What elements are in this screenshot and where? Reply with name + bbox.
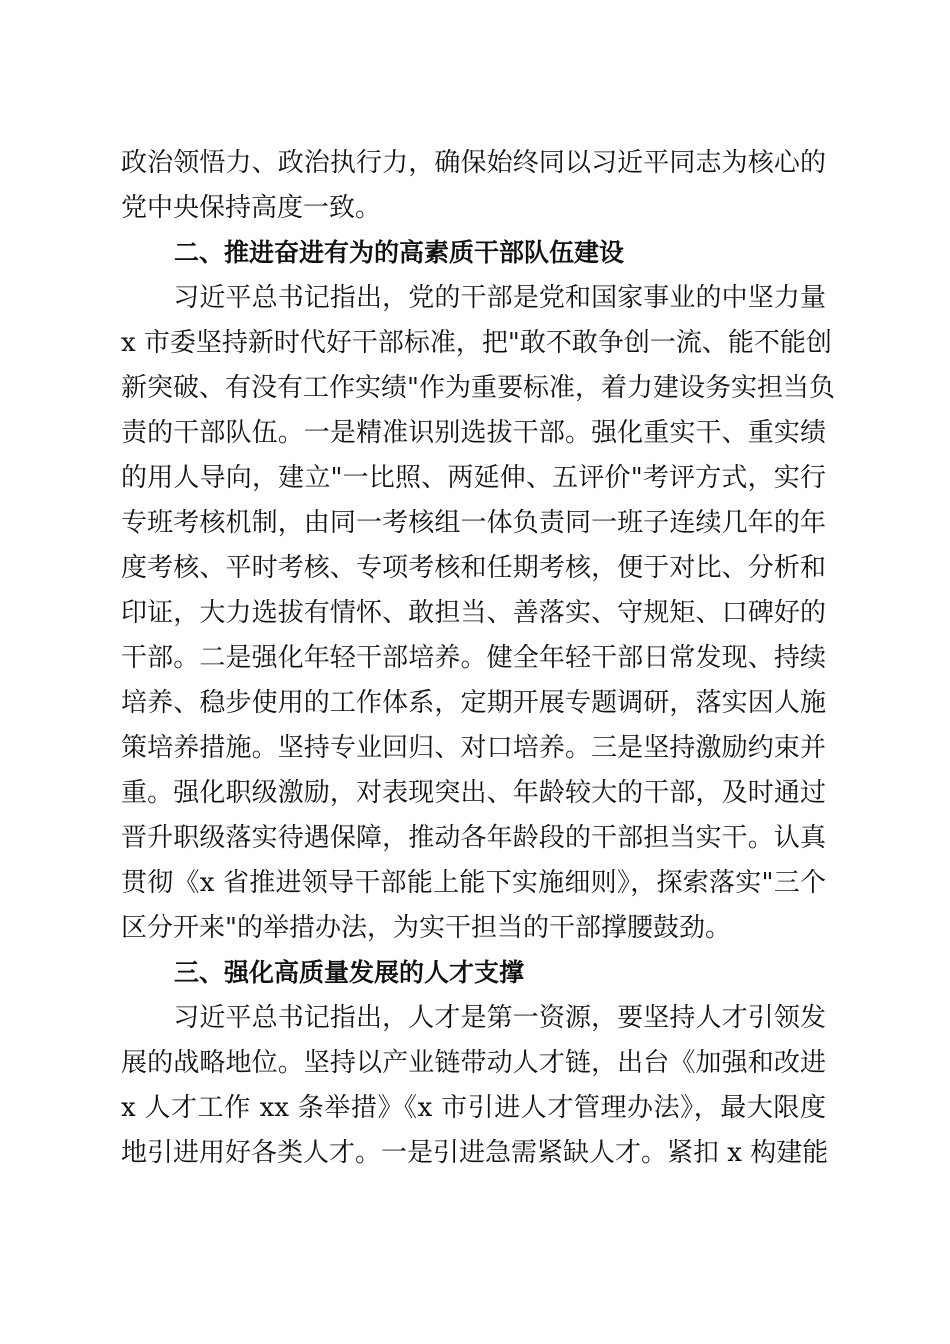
paragraph-2-line-10: 培养、稳步使用的工作体系，定期开展专题调研，落实因人施 xyxy=(121,688,826,718)
paragraph-2-line-7: 度考核、平时考核、专项考核和任期考核，便于对比、分析和 xyxy=(121,553,826,583)
paragraph-2-line-3: 新突破、有没有工作实绩"作为重要标准，着力建设务实担当负 xyxy=(121,373,835,403)
paragraph-2-line-11: 策培养措施。坚持专业回归、对口培养。三是坚持激励约束并 xyxy=(121,733,826,763)
paragraph-3-line-2: 展的战略地位。坚持以产业链带动人才链，出台《加强和改进 xyxy=(121,1048,826,1078)
paragraph-1-line-1: 政治领悟力、政治执行力，确保始终同以习近平同志为核心的 xyxy=(121,148,826,178)
paragraph-2-line-15: 区分开来"的举措办法，为实干担当的干部撑腰鼓劲。 xyxy=(121,913,731,943)
paragraph-3-line-3: x 人才工作 xx 条举措》《x 市引进人才管理办法》，最大限度 xyxy=(121,1093,826,1123)
paragraph-2-line-13: 晋升职级落实待遇保障，推动各年龄段的干部担当实干。认真 xyxy=(121,823,826,853)
section-heading-2: 二、推进奋进有为的高素质干部队伍建设 xyxy=(174,238,625,267)
paragraph-2-line-4: 责的干部队伍。一是精准识别选拔干部。强化重实干、重实绩 xyxy=(121,418,826,448)
section-heading-3: 三、强化高质量发展的人才支撑 xyxy=(174,958,525,987)
paragraph-2-line-5: 的用人导向，建立"一比照、两延伸、五评价"考评方式，实行 xyxy=(121,463,826,493)
paragraph-2-line-2: x 市委坚持新时代好干部标准，把"敢不敢争创一流、能不能创 xyxy=(121,328,832,358)
paragraph-3-line-4: 地引进用好各类人才。一是引进急需紧缺人才。紧扣 x 构建能 xyxy=(121,1138,829,1168)
paragraph-3-line-1: 习近平总书记指出，人才是第一资源，要坚持人才引领发 xyxy=(121,1003,826,1033)
paragraph-2-line-14: 贯彻《x 省推进领导干部能上能下实施细则》，探索落实"三个 xyxy=(121,868,826,898)
paragraph-1-line-2: 党中央保持高度一致。 xyxy=(121,193,382,223)
paragraph-2-line-8: 印证，大力选拔有情怀、敢担当、善落实、守规矩、口碑好的 xyxy=(121,598,826,628)
paragraph-2-line-12: 重。强化职级激励，对表现突出、年龄较大的干部，及时通过 xyxy=(121,778,826,808)
paragraph-2-line-1: 习近平总书记指出，党的干部是党和国家事业的中坚力量 xyxy=(121,283,826,313)
paragraph-2-line-9: 干部。二是强化年轻干部培养。健全年轻干部日常发现、持续 xyxy=(121,643,826,673)
paragraph-2-line-6: 专班考核机制，由同一考核组一体负责同一班子连续几年的年 xyxy=(121,508,826,538)
